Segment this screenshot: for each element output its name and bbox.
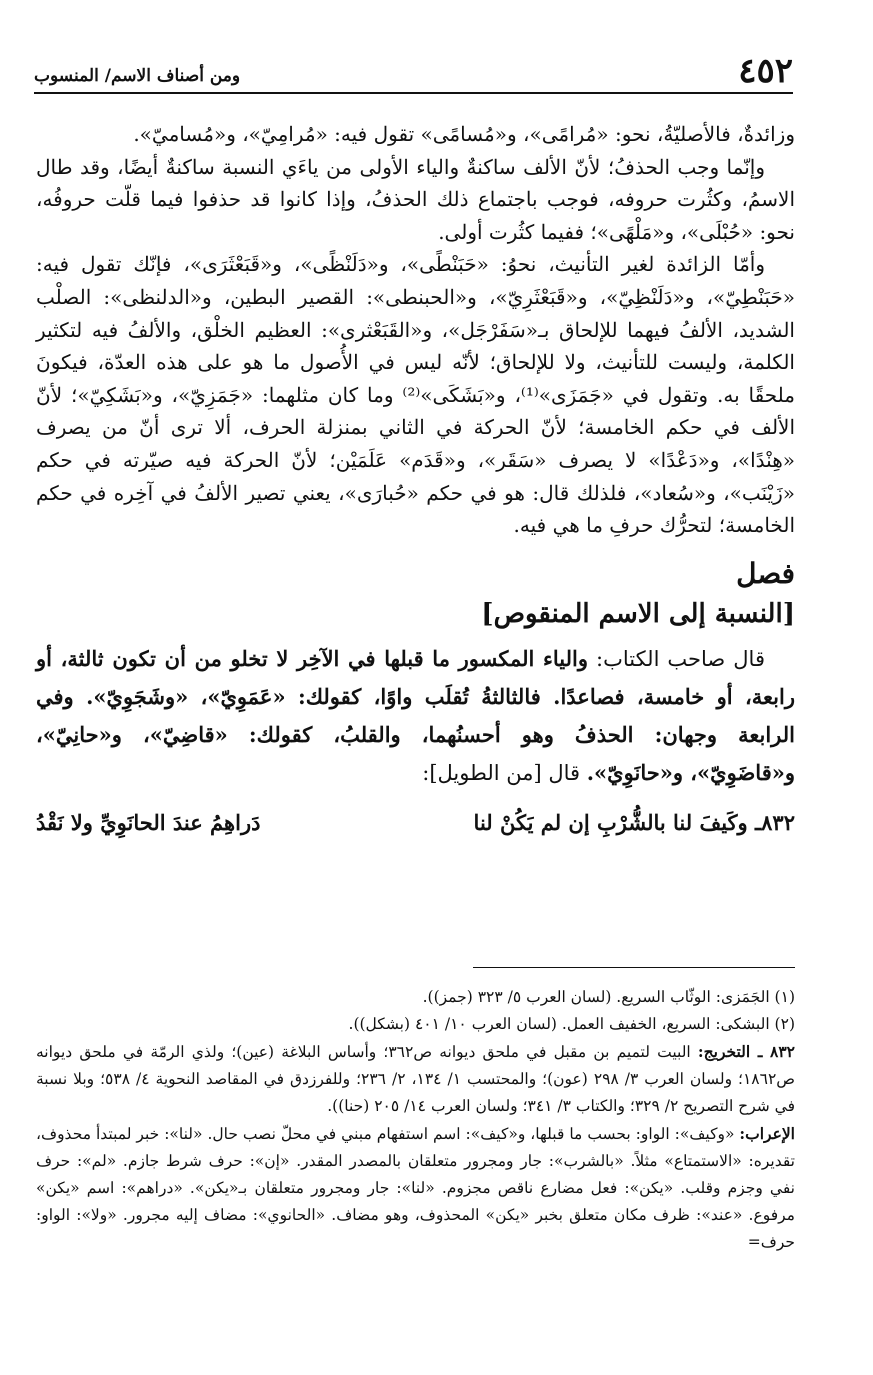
poetry-verse: [36, 806, 795, 840]
footnotes: [36, 984, 795, 1256]
author-quote: والياء المكسور ما قبلها في الآخِر لا تخلو من أن تكون ثالثة، أو رابعة، أو خامسة، فصاعدًا. فالثالثةُ تُقلَب واوًا، كقولك: «عَمَوِيّ»، «وشَجَوِيّ». وفي الرابعة وجهان: الحذفُ وهو أحسنُهما، والقلبُ، كقولك: «قاضِيّ»، و«حانِيّ»، و«قاضَوِيّ»، و«حانَوِيّ».: [36, 645, 795, 785]
section-title: فصل: [736, 556, 795, 590]
paragraph-4: [36, 640, 795, 792]
paragraph-3: وأمّا الزائدة لغير التأنيث، نحوُ: «حَبَنْطًى»، و«دَلَنْظًى»، و«قَبَعْثَرَى»، فإنّك تقول فيه: «حَبَنْطِيّ»، و«دَلَنْظِيّ»، و«قَبَعْثَرِيّ»، و«الحبنطى»: القصير البطين، و«الدلنظى»: الصلْب الشديد، الألفُ فيهما للإلحاق بـ«سَفَرْجَل»، و«القَبَعْثرى»: العظيم الخلْق، والألفُ فيه لتكثير الكلمة، وليست للتأنيث، ولا للإلحاق؛ لأنّه ليس في الأُصول ما هو على هذه العدّة، فيكونَ ملحقًا به. وتقول في «جَمَزَى»⁽¹⁾، و«بَشَكَى»⁽²⁾ وما كان مثلهما: «جَمَزِيّ»، و«بَشَكِيّ»؛ لأنّ الألف في حكم الخامسة؛ لأنّ الحركة في الثاني بمنزلة الحرف، ألا ترى أنّ من يصرف «هِنْدًا»، و«دَعْدًا» لا يصرف «سَقَر»، و«قَدَم» عَلَمَيْن؛ لأنّ الحركة فيه صيّرته في حكم «زَيْنَب»، و«سُعاد»، فلذلك قال: هو في حكم «حُبارَى»، يعني تصير الألفُ في آخِره في حكم الخامسة؛ لتحرُّك حرفِ ما هي فيه.: [36, 252, 795, 538]
running-header: [34, 50, 793, 94]
footnote-separator: [473, 967, 795, 968]
footnote-text: (٢) البشكى: السريع، الخفيف العمل. (لسان العرب ١٠/ ٤٠١ (بشكل)).: [348, 1015, 795, 1033]
footnote-3: [36, 1038, 795, 1120]
main-text: [36, 118, 795, 840]
paragraph-1: وزائدةٌ، فالأصليّةُ، نحو: «مُرامًى»، و«مُسامًى» تقول فيه: «مُرامِيّ»، و«مُساميّ».: [133, 122, 795, 146]
footnote-label: ٨٣٢ ـ التخريج:: [697, 1042, 796, 1061]
paragraph-2: وإنّما وجب الحذفُ؛ لأنّ الألف ساكنةٌ والياء الأولى من ياءَي النسبة ساكنةٌ أيضًا، وقد طال الاسمُ، وكثُرت حروفه، فوجب باجتماع ذلك الحذفُ، وإذا كانوا قد حذفوا فيما قلّت حروفُه، نحو: «حُبْلَى»، و«مَلْهًى»؛ ففيما كثُرت أولى.: [36, 154, 795, 244]
footnote-text: (١) الجَمَزى: الوثّاب السريع. (لسان العرب ٥/ ٣٢٣ (جمز)).: [422, 988, 795, 1006]
meter-note: قال [من الطويل]:: [422, 760, 581, 785]
footnote-label: الإعراب:: [739, 1124, 795, 1143]
verse-second-hemistich: دَراهِمُ عندَ الحانَوِيِّ ولا نَقْدُ: [36, 809, 261, 835]
footnote-text: «وكيف»: الواو: بحسب ما قبلها، و«كيف»: اسم استفهام مبني في محلّ نصب حال. «لنا»: خبر لمبتدأ محذوف، تقديره: «الاستمتاع» مثلاً. «بالشرب»: جار ومجرور متعلقان بالمصدر المقدر. «إن»: حرف شرط جازم. «لم»: حرف نفي وجزم وقلب. «يكن»: فعل مضارع ناقص مجزوم. «لنا»: جار ومجرور متعلقان بـ«يكن». «دراهم»: اسم «يكن» مرفوع. «عند»: ظرف مكان متعلق بخبر «يكن» المحذوف، وهو مضاف. «الحانوي»: مضاف إليه مجرور. «ولا»: الواو: حرف=: [36, 1125, 795, 1251]
footnote-2: [36, 1011, 795, 1038]
footnote-text: البيت لتميم بن مقبل في ملحق ديوانه ص٣٦٢؛ وأساس البلاغة (عين)؛ ولذي الرمّة في ملحق ديوانه ص١٨٦٢؛ ولسان العرب ٣/ ٢٩٨ (عون)؛ والمحتسب ١/ ١٣٤، ٢/ ٢٣٦؛ وللفرزدق في المقاصد النحوية ٤/ ٥٣٨؛ وبلا نسبة في شرح التصريح ٢/ ٣٢٩؛ والكتاب ٣/ ٣٤١؛ ولسان العرب ١٤/ ٢٠٥ (حنا)).: [36, 1043, 796, 1115]
page-number: ٤٥٢: [738, 51, 793, 91]
author-lead: قال صاحب الكتاب:: [596, 646, 765, 671]
section-subtitle: [النسبة إلى الاسم المنقوص]: [481, 598, 795, 629]
footnote-1: [36, 984, 795, 1011]
running-title: ومن أصناف الاسم/ المنسوب: [34, 66, 241, 86]
footnote-4: [36, 1120, 795, 1256]
verse-first-hemistich: ٨٣٢ـ وكَيفَ لنا بالشُّرْبِ إن لم يَكُنْ لنا: [473, 809, 795, 835]
